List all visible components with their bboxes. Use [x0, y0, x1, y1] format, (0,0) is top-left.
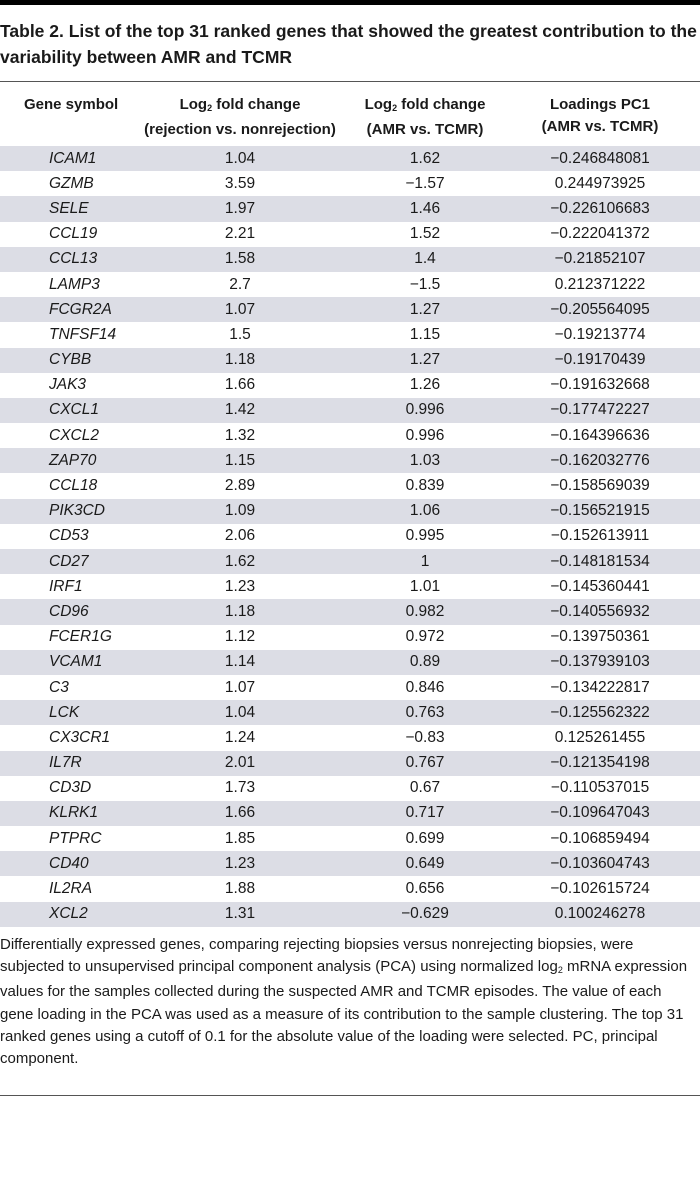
fold-change-rejection-cell: 2.01	[130, 751, 350, 776]
fold-change-rejection-cell: 1.04	[130, 146, 350, 171]
table-row	[0, 851, 700, 876]
fold-change-amr-tcmr-cell: −0.629	[350, 902, 500, 927]
fold-change-amr-tcmr-cell: 0.717	[350, 801, 500, 826]
loading-pc1-cell: −0.156521915	[500, 499, 700, 524]
fold-change-rejection-cell: 1.85	[224, 829, 256, 847]
header-top-rule	[0, 81, 700, 82]
fold-change-amr-tcmr-cell: 1.62	[350, 146, 500, 171]
loading-pc1-cell: −0.19170439	[500, 348, 700, 373]
loading-pc1-cell: −0.191632668	[550, 376, 650, 394]
fold-change-rejection-cell: 1.42	[130, 398, 350, 423]
table-row	[0, 700, 700, 725]
gene-symbol-cell: PTPRC	[49, 829, 102, 847]
loading-pc1-cell: −0.246848081	[500, 146, 700, 171]
fold-change-amr-tcmr-cell: 0.656	[405, 880, 445, 898]
fold-change-amr-tcmr-cell: 0.996	[405, 426, 445, 444]
loading-pc1-cell: −0.137939103	[500, 650, 700, 675]
loading-pc1-cell: −0.222041372	[550, 225, 650, 243]
gene-symbol-cell: KLRK1	[0, 801, 130, 826]
fold-change-rejection-cell: 1.09	[130, 499, 350, 524]
loading-pc1-cell: −0.21852107	[500, 247, 700, 272]
fold-change-rejection-cell: 2.21	[224, 225, 256, 243]
loading-pc1-cell: 0.244973925	[554, 174, 646, 192]
fold-change-amr-tcmr-cell: 0.649	[350, 851, 500, 876]
col-header-gene-symbol: Gene symbol	[24, 96, 119, 113]
loading-pc1-cell: −0.177472227	[500, 398, 700, 423]
fold-change-amr-tcmr-cell: −0.83	[405, 728, 445, 746]
gene-symbol-cell: IRF1	[49, 577, 83, 595]
fold-change-rejection-cell: 3.59	[224, 174, 256, 192]
loading-pc1-cell: −0.162032776	[500, 448, 700, 473]
fold-change-rejection-cell: 1.73	[224, 779, 256, 797]
gene-symbol-cell: CXCL2	[49, 426, 99, 444]
table-row	[0, 826, 700, 851]
fold-change-rejection-cell: 1.07	[130, 297, 350, 322]
top-rule	[0, 0, 700, 5]
table-row	[0, 650, 700, 675]
fold-change-amr-tcmr-cell: 1.01	[409, 577, 441, 595]
table-header	[0, 88, 700, 146]
gene-symbol-cell: GZMB	[49, 174, 94, 192]
fold-change-amr-tcmr-cell: 0.972	[405, 628, 445, 646]
loading-pc1-cell: −0.145360441	[550, 577, 650, 595]
fold-change-rejection-cell: 1.97	[130, 196, 350, 221]
loading-pc1-cell: −0.110537015	[550, 779, 650, 797]
table-row	[0, 222, 700, 247]
fold-change-amr-tcmr-cell: 1.15	[409, 325, 441, 343]
table-row	[0, 499, 700, 524]
table-row	[0, 448, 700, 473]
fold-change-amr-tcmr-cell: 0.996	[350, 398, 500, 423]
table-row	[0, 574, 700, 599]
loading-pc1-cell: −0.152613911	[550, 527, 650, 545]
loading-pc1-cell: −0.109647043	[500, 801, 700, 826]
table-row	[0, 322, 700, 347]
gene-symbol-cell: IL7R	[0, 751, 130, 776]
fold-change-rejection-cell: 1.66	[224, 376, 256, 394]
table-title: Table 2. List of the top 31 ranked genes that showed the greatest contribution to the variability between AMR and TCMR	[0, 21, 697, 67]
gene-symbol-cell: TNFSF14	[49, 325, 117, 343]
loading-pc1-cell: −0.19213774	[554, 325, 646, 343]
fold-change-amr-tcmr-cell: 0.846	[405, 678, 445, 696]
loading-pc1-cell: 0.100246278	[500, 902, 700, 927]
fold-change-amr-tcmr-cell: −1.57	[405, 174, 445, 192]
fold-change-rejection-cell: 1.07	[224, 678, 256, 696]
gene-symbol-cell: PIK3CD	[0, 499, 130, 524]
loading-pc1-cell: −0.226106683	[500, 196, 700, 221]
gene-symbol-cell: CD53	[49, 527, 89, 545]
fold-change-rejection-cell: 1.32	[224, 426, 256, 444]
fold-change-amr-tcmr-cell: 0.982	[350, 599, 500, 624]
fold-change-rejection-cell: 1.58	[130, 247, 350, 272]
loading-pc1-cell: −0.106859494	[550, 829, 650, 847]
loading-pc1-cell: −0.139750361	[550, 628, 650, 646]
fold-change-amr-tcmr-cell: 0.995	[405, 527, 445, 545]
col-header-fold-change-amr-tcmr: Log$_2$ fold change (AMR vs. TCMR)	[364, 96, 486, 138]
table-row	[0, 146, 700, 171]
fold-change-rejection-cell: 2.06	[224, 527, 256, 545]
loading-pc1-cell: −0.148181534	[500, 549, 700, 574]
loading-pc1-cell: 0.212371222	[554, 275, 646, 293]
fold-change-amr-tcmr-cell: 1.26	[409, 376, 441, 394]
fold-change-rejection-cell: 1.18	[130, 348, 350, 373]
table-row	[0, 373, 700, 398]
gene-symbol-cell: CD40	[0, 851, 130, 876]
fold-change-rejection-cell: 1.23	[130, 851, 350, 876]
loading-pc1-cell: −0.121354198	[500, 751, 700, 776]
fold-change-amr-tcmr-cell: 0.839	[405, 477, 445, 495]
fold-change-rejection-cell: 1.24	[224, 728, 256, 746]
gene-symbol-cell: IL2RA	[49, 880, 93, 898]
loading-pc1-cell: 0.125261455	[554, 728, 646, 746]
fold-change-rejection-cell: 1.23	[224, 577, 256, 595]
col-header-fold-change-rejection: Log$_2$ fold change (rejection vs. nonrejection)	[144, 96, 336, 138]
table-row	[0, 423, 700, 448]
fold-change-amr-tcmr-cell: 1	[350, 549, 500, 574]
table-body	[0, 146, 700, 927]
table-row	[0, 297, 700, 322]
loading-pc1-cell: −0.158569039	[550, 477, 650, 495]
gene-symbol-cell: ZAP70	[0, 448, 130, 473]
fold-change-amr-tcmr-cell: 1.46	[350, 196, 500, 221]
fold-change-amr-tcmr-cell: 1.4	[350, 247, 500, 272]
fold-change-amr-tcmr-cell: 0.67	[409, 779, 441, 797]
table-row	[0, 473, 700, 498]
table-row	[0, 902, 700, 927]
fold-change-rejection-cell: 2.89	[224, 477, 256, 495]
table-row	[0, 725, 700, 750]
fold-change-rejection-cell: 2.7	[229, 275, 251, 293]
gene-symbol-cell: C3	[49, 678, 69, 696]
loading-pc1-cell: −0.140556932	[500, 599, 700, 624]
table-row	[0, 549, 700, 574]
bottom-rule	[0, 1095, 700, 1096]
fold-change-rejection-cell: 1.5	[229, 325, 251, 343]
fold-change-rejection-cell: 1.31	[130, 902, 350, 927]
col-header-loadings-pc1: Loadings PC1 (AMR vs. TCMR)	[541, 96, 659, 135]
fold-change-amr-tcmr-cell: 0.763	[350, 700, 500, 725]
gene-symbol-cell: CCL13	[0, 247, 130, 272]
fold-change-amr-tcmr-cell: 1.27	[350, 297, 500, 322]
table-row	[0, 675, 700, 700]
fold-change-amr-tcmr-cell: 1.27	[350, 348, 500, 373]
loading-pc1-cell: −0.103604743	[500, 851, 700, 876]
loading-pc1-cell: −0.205564095	[500, 297, 700, 322]
gene-symbol-cell: XCL2	[0, 902, 130, 927]
fold-change-rejection-cell: 1.88	[224, 880, 256, 898]
fold-change-rejection-cell: 1.14	[130, 650, 350, 675]
gene-symbol-cell: SELE	[0, 196, 130, 221]
fold-change-amr-tcmr-cell: 0.699	[405, 829, 445, 847]
gene-table	[0, 88, 700, 927]
gene-symbol-cell: VCAM1	[0, 650, 130, 675]
gene-symbol-cell: CCL18	[49, 477, 98, 495]
fold-change-amr-tcmr-cell: 1.03	[350, 448, 500, 473]
gene-symbol-cell: LAMP3	[49, 275, 100, 293]
loading-pc1-cell: −0.134222817	[550, 678, 650, 696]
gene-symbol-cell: CD96	[0, 599, 130, 624]
table-row	[0, 776, 700, 801]
table-row	[0, 398, 700, 423]
gene-symbol-cell: LCK	[0, 700, 130, 725]
table-row	[0, 348, 700, 373]
fold-change-rejection-cell: 1.12	[224, 628, 256, 646]
table-row	[0, 751, 700, 776]
gene-symbol-cell: FCGR2A	[0, 297, 130, 322]
gene-symbol-cell: FCER1G	[49, 628, 112, 646]
fold-change-rejection-cell: 1.62	[130, 549, 350, 574]
table-row	[0, 801, 700, 826]
gene-symbol-cell: JAK3	[49, 376, 87, 394]
loading-pc1-cell: −0.125562322	[500, 700, 700, 725]
table-row	[0, 625, 700, 650]
loading-pc1-cell: −0.102615724	[550, 880, 650, 898]
table-row	[0, 524, 700, 549]
gene-symbol-cell: CX3CR1	[49, 728, 111, 746]
table-row	[0, 599, 700, 624]
gene-symbol-cell: ICAM1	[0, 146, 130, 171]
fold-change-amr-tcmr-cell: −1.5	[409, 275, 441, 293]
table-row	[0, 247, 700, 272]
loading-pc1-cell: −0.164396636	[550, 426, 650, 444]
fold-change-amr-tcmr-cell: 1.06	[350, 499, 500, 524]
fold-change-amr-tcmr-cell: 1.52	[409, 225, 441, 243]
gene-symbol-cell: CD3D	[49, 779, 92, 797]
table-row	[0, 196, 700, 221]
table-row	[0, 876, 700, 901]
gene-symbol-cell: CXCL1	[0, 398, 130, 423]
fold-change-amr-tcmr-cell: 0.767	[350, 751, 500, 776]
table-row	[0, 272, 700, 297]
fold-change-rejection-cell: 1.04	[130, 700, 350, 725]
gene-symbol-cell: CD27	[0, 549, 130, 574]
gene-symbol-cell: CYBB	[0, 348, 130, 373]
fold-change-rejection-cell: 1.18	[130, 599, 350, 624]
gene-symbol-cell: CCL19	[49, 225, 98, 243]
fold-change-rejection-cell: 1.15	[130, 448, 350, 473]
table-row	[0, 171, 700, 196]
fold-change-rejection-cell: 1.66	[130, 801, 350, 826]
fold-change-amr-tcmr-cell: 0.89	[350, 650, 500, 675]
table-footnote: Differentially expressed genes, comparing rejecting biopsies versus nonrejecting biopsies, were subjected to unsupervised principal component analysis (PCA) using normalized $\log_2$ mRNA expression values for the samples collected during the suspected AMR and TCMR episodes. The value of each gene loading in the PCA was used as a measure of its contribution to the sample clustering. The top 31 ranked genes using a cutoff of 0.1 for the absolute value of the loading were selected. PC, principal component.	[0, 936, 688, 1068]
